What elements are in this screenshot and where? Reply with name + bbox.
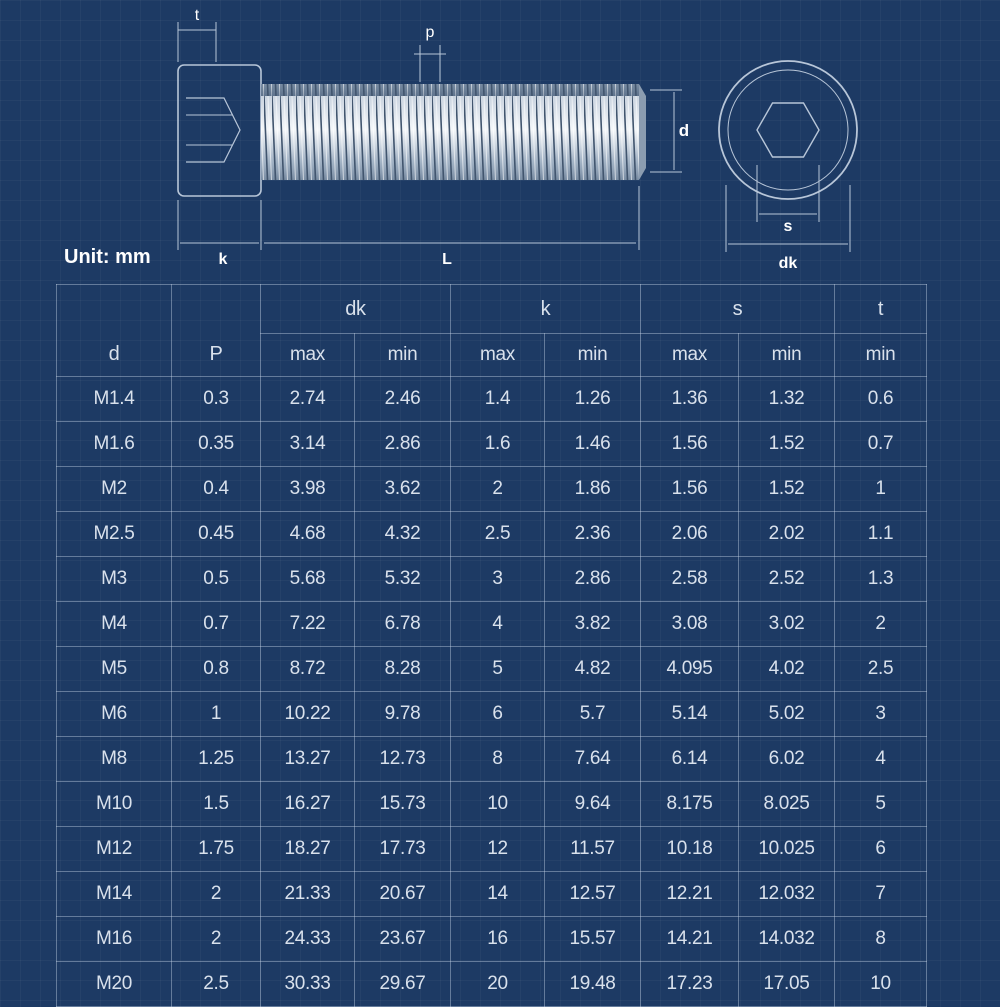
cell-t-min: 8 [835, 917, 927, 962]
cell-k-min: 9.64 [545, 782, 641, 827]
cell-k-min: 1.26 [545, 377, 641, 422]
cell-P: 1.25 [172, 737, 261, 782]
label-k: k [218, 251, 228, 268]
cell-k-max: 14 [451, 872, 545, 917]
cell-s-max: 5.14 [641, 692, 739, 737]
cell-s-min: 1.32 [739, 377, 835, 422]
cell-s-max: 2.06 [641, 512, 739, 557]
cell-s-min: 3.02 [739, 602, 835, 647]
cell-t-min: 1.3 [835, 557, 927, 602]
header-s: s [641, 285, 835, 334]
cell-dk-max: 24.33 [261, 917, 355, 962]
header-s-min: min [739, 334, 835, 377]
cell-s-max: 2.58 [641, 557, 739, 602]
cell-s-max: 4.095 [641, 647, 739, 692]
header-d: d [57, 285, 172, 377]
cell-dk-max: 13.27 [261, 737, 355, 782]
cell-s-min: 6.02 [739, 737, 835, 782]
header-P: P [172, 285, 261, 377]
cell-s-max: 12.21 [641, 872, 739, 917]
cell-dk-min: 20.67 [355, 872, 451, 917]
cell-d: M10 [57, 782, 172, 827]
screw-thread [261, 84, 646, 180]
head-top-view [719, 61, 857, 199]
cell-dk-min: 5.32 [355, 557, 451, 602]
cell-t-min: 2.5 [835, 647, 927, 692]
cell-P: 0.3 [172, 377, 261, 422]
cell-P: 1 [172, 692, 261, 737]
cell-P: 0.4 [172, 467, 261, 512]
cell-k-max: 12 [451, 827, 545, 872]
cell-P: 0.35 [172, 422, 261, 467]
cell-d: M3 [57, 557, 172, 602]
cell-s-min: 2.52 [739, 557, 835, 602]
cell-dk-max: 10.22 [261, 692, 355, 737]
cell-t-min: 1 [835, 467, 927, 512]
cell-k-min: 11.57 [545, 827, 641, 872]
cell-k-min: 19.48 [545, 962, 641, 1007]
label-dk: dk [778, 255, 798, 272]
cell-d: M5 [57, 647, 172, 692]
cell-k-max: 10 [451, 782, 545, 827]
cell-s-min: 1.52 [739, 467, 835, 512]
cell-s-max: 1.56 [641, 422, 739, 467]
cell-d: M4 [57, 602, 172, 647]
table-row [57, 467, 927, 512]
cell-d: M6 [57, 692, 172, 737]
header-t-min: min [835, 334, 927, 377]
table-row [57, 647, 927, 692]
cell-k-max: 5 [451, 647, 545, 692]
cell-d: M1.4 [57, 377, 172, 422]
cell-k-max: 1.6 [451, 422, 545, 467]
cell-k-min: 1.46 [545, 422, 641, 467]
cell-t-min: 1.1 [835, 512, 927, 557]
cell-dk-max: 18.27 [261, 827, 355, 872]
table-row [57, 737, 927, 782]
group-header-row [57, 285, 927, 334]
header-dk-max: max [261, 334, 355, 377]
table-row [57, 872, 927, 917]
cell-d: M8 [57, 737, 172, 782]
label-s: s [783, 218, 793, 235]
cell-d: M12 [57, 827, 172, 872]
cell-P: 2.5 [172, 962, 261, 1007]
cell-k-min: 2.86 [545, 557, 641, 602]
cell-t-min: 0.6 [835, 377, 927, 422]
screw-head [178, 65, 261, 196]
table-row [57, 782, 927, 827]
cell-s-min: 12.032 [739, 872, 835, 917]
cell-k-max: 16 [451, 917, 545, 962]
cell-dk-min: 8.28 [355, 647, 451, 692]
unit-label: Unit: mm [64, 246, 151, 268]
cell-k-min: 12.57 [545, 872, 641, 917]
table-row [57, 827, 927, 872]
cell-P: 1.5 [172, 782, 261, 827]
table-row [57, 422, 927, 467]
cell-dk-max: 2.74 [261, 377, 355, 422]
header-dk-min: min [355, 334, 451, 377]
cell-dk-min: 2.46 [355, 377, 451, 422]
cell-s-min: 10.025 [739, 827, 835, 872]
cell-t-min: 6 [835, 827, 927, 872]
cell-P: 2 [172, 917, 261, 962]
cell-k-max: 6 [451, 692, 545, 737]
cell-s-min: 4.02 [739, 647, 835, 692]
cell-k-max: 3 [451, 557, 545, 602]
cell-d: M2 [57, 467, 172, 512]
cell-dk-min: 3.62 [355, 467, 451, 512]
cell-k-min: 7.64 [545, 737, 641, 782]
label-t: t [194, 7, 200, 24]
cell-s-max: 6.14 [641, 737, 739, 782]
screw-diagram [0, 0, 1000, 280]
table-row [57, 557, 927, 602]
cell-dk-max: 21.33 [261, 872, 355, 917]
header-k-min: min [545, 334, 641, 377]
cell-t-min: 0.7 [835, 422, 927, 467]
cell-s-min: 14.032 [739, 917, 835, 962]
cell-dk-max: 3.14 [261, 422, 355, 467]
cell-t-min: 5 [835, 782, 927, 827]
cell-s-max: 14.21 [641, 917, 739, 962]
cell-d: M20 [57, 962, 172, 1007]
cell-d: M14 [57, 872, 172, 917]
cell-t-min: 7 [835, 872, 927, 917]
cell-P: 0.8 [172, 647, 261, 692]
cell-P: 0.45 [172, 512, 261, 557]
cell-k-max: 4 [451, 602, 545, 647]
cell-d: M1.6 [57, 422, 172, 467]
cell-t-min: 4 [835, 737, 927, 782]
cell-s-max: 17.23 [641, 962, 739, 1007]
cell-d: M2.5 [57, 512, 172, 557]
label-L: L [442, 251, 452, 268]
label-d: d [678, 121, 690, 140]
cell-k-min: 1.86 [545, 467, 641, 512]
cell-dk-min: 23.67 [355, 917, 451, 962]
cell-s-max: 1.56 [641, 467, 739, 512]
cell-s-max: 3.08 [641, 602, 739, 647]
cell-dk-max: 30.33 [261, 962, 355, 1007]
cell-s-min: 8.025 [739, 782, 835, 827]
cell-k-min: 3.82 [545, 602, 641, 647]
cell-k-max: 1.4 [451, 377, 545, 422]
header-k: k [451, 285, 641, 334]
table-row [57, 377, 927, 422]
cell-P: 0.7 [172, 602, 261, 647]
header-dk: dk [261, 285, 451, 334]
cell-s-min: 2.02 [739, 512, 835, 557]
cell-dk-max: 16.27 [261, 782, 355, 827]
cell-P: 0.5 [172, 557, 261, 602]
spec-table [56, 284, 927, 1007]
cell-k-max: 20 [451, 962, 545, 1007]
cell-dk-max: 4.68 [261, 512, 355, 557]
cell-s-max: 8.175 [641, 782, 739, 827]
table-row [57, 602, 927, 647]
cell-dk-max: 8.72 [261, 647, 355, 692]
header-s-max: max [641, 334, 739, 377]
cell-k-max: 2 [451, 467, 545, 512]
table-row [57, 692, 927, 737]
cell-dk-max: 7.22 [261, 602, 355, 647]
cell-dk-min: 29.67 [355, 962, 451, 1007]
cell-dk-min: 15.73 [355, 782, 451, 827]
cell-k-min: 2.36 [545, 512, 641, 557]
cell-s-min: 5.02 [739, 692, 835, 737]
label-p: p [425, 24, 435, 41]
cell-dk-min: 17.73 [355, 827, 451, 872]
cell-s-max: 1.36 [641, 377, 739, 422]
cell-dk-min: 2.86 [355, 422, 451, 467]
cell-P: 1.75 [172, 827, 261, 872]
header-k-max: max [451, 334, 545, 377]
cell-t-min: 3 [835, 692, 927, 737]
cell-k-max: 8 [451, 737, 545, 782]
cell-dk-min: 12.73 [355, 737, 451, 782]
cell-k-min: 15.57 [545, 917, 641, 962]
table-row [57, 917, 927, 962]
header-t: t [835, 285, 927, 334]
cell-t-min: 2 [835, 602, 927, 647]
cell-dk-max: 3.98 [261, 467, 355, 512]
cell-k-min: 5.7 [545, 692, 641, 737]
cell-dk-min: 9.78 [355, 692, 451, 737]
cell-k-max: 2.5 [451, 512, 545, 557]
cell-k-min: 4.82 [545, 647, 641, 692]
table-row [57, 512, 927, 557]
cell-dk-min: 6.78 [355, 602, 451, 647]
cell-dk-min: 4.32 [355, 512, 451, 557]
cell-s-min: 1.52 [739, 422, 835, 467]
cell-P: 2 [172, 872, 261, 917]
cell-dk-max: 5.68 [261, 557, 355, 602]
cell-d: M16 [57, 917, 172, 962]
cell-t-min: 10 [835, 962, 927, 1007]
cell-s-max: 10.18 [641, 827, 739, 872]
cell-s-min: 17.05 [739, 962, 835, 1007]
